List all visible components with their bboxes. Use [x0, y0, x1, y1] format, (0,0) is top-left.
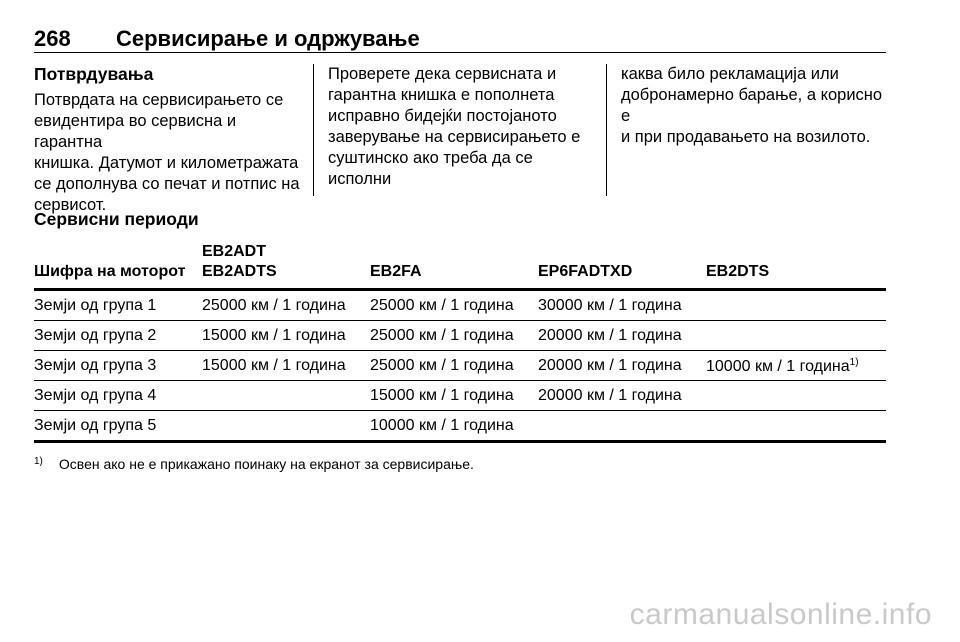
- table-row: [34, 351, 886, 381]
- text-line: книшка. Датумот и километражата: [34, 154, 299, 172]
- footnote-text: Освен ако не е прикажано поинаку на екранот за сервисирање.: [58, 456, 474, 472]
- text-line: суштинско ако треба да се исполни: [328, 149, 533, 188]
- footnote: [34, 456, 474, 472]
- header-eb2dts: EB2DTS: [706, 263, 770, 280]
- table-cell: 25000 км / 1 година: [202, 297, 346, 314]
- header-eb2fa: EB2FA: [370, 263, 422, 280]
- text-line: заверување на сервисирањето е: [328, 128, 581, 146]
- table-cell: 25000 км / 1 година: [370, 297, 514, 314]
- table-cell-with-note: [706, 357, 859, 376]
- header-eb2adt-line2: EB2ADTS: [202, 263, 277, 280]
- text-line: каква било рекламација или: [621, 65, 839, 83]
- table-row: [34, 381, 886, 411]
- header-ep6fadtxd: EP6FADTXD: [538, 263, 633, 280]
- table-cell: 20000 км / 1 година: [538, 327, 682, 344]
- footnote-mark: 1): [34, 456, 43, 467]
- page-number: 268: [34, 26, 71, 51]
- confirmations-heading: Потврдувања: [34, 64, 154, 84]
- table-cell: 25000 км / 1 година: [370, 327, 514, 344]
- table-cell: Земји од група 1: [34, 297, 157, 314]
- page-header: [34, 26, 886, 53]
- text-line: гарантна книшка е пополнета: [328, 86, 555, 104]
- table-cell: 15000 км / 1 година: [370, 387, 514, 404]
- column-right: [621, 64, 891, 148]
- text-line: се дополнува со печат и потпис на: [34, 175, 300, 193]
- page-title: Сервисирање и одржување: [116, 26, 420, 51]
- column-divider: [606, 64, 607, 196]
- text-line: евидентира во сервисна и гарантна: [34, 112, 237, 151]
- table-cell: Земји од група 4: [34, 387, 157, 404]
- header-eb2adt-line1: EB2ADT: [202, 243, 267, 260]
- table-cell: 15000 км / 1 година: [202, 357, 346, 374]
- cell-text: 10000 км / 1 година: [706, 358, 850, 375]
- table-cell: Земји од група 3: [34, 357, 157, 374]
- text-line: Проверете дека сервисната и: [328, 65, 557, 83]
- header-eb2adt: [202, 242, 277, 282]
- table-row: [34, 321, 886, 351]
- table-cell: 30000 км / 1 година: [538, 297, 682, 314]
- table-cell: 20000 км / 1 година: [538, 357, 682, 374]
- service-periods-title: Сервисни периоди: [34, 209, 199, 229]
- text-line: сервисот.: [34, 196, 107, 214]
- footnote-ref: 1): [849, 357, 859, 368]
- table-cell: 25000 км / 1 година: [370, 357, 514, 374]
- column-left: [34, 64, 302, 216]
- watermark[interactable]: carmanualsonline.info: [629, 598, 932, 631]
- text-line: исправно бидејќи постојаното: [328, 107, 557, 125]
- table-cell: 20000 км / 1 година: [538, 387, 682, 404]
- table-cell: Земји од група 5: [34, 417, 157, 434]
- table-cell: 10000 км / 1 година: [370, 417, 514, 434]
- table-cell: 15000 км / 1 година: [202, 327, 346, 344]
- column-divider: [313, 64, 314, 196]
- text-line: и при продавањето на возилото.: [621, 128, 871, 146]
- header-engine-code: Шифра на моторот: [34, 263, 186, 280]
- table-cell: Земји од група 2: [34, 327, 157, 344]
- text-line: Потврдата на сервисирањето се: [34, 91, 284, 109]
- text-line: добронамерно барање, а корисно е: [621, 86, 883, 125]
- table-header: [34, 236, 886, 291]
- table-row: [34, 411, 886, 443]
- service-table: [34, 236, 886, 443]
- column-middle: [328, 64, 596, 190]
- table-row: [34, 291, 886, 321]
